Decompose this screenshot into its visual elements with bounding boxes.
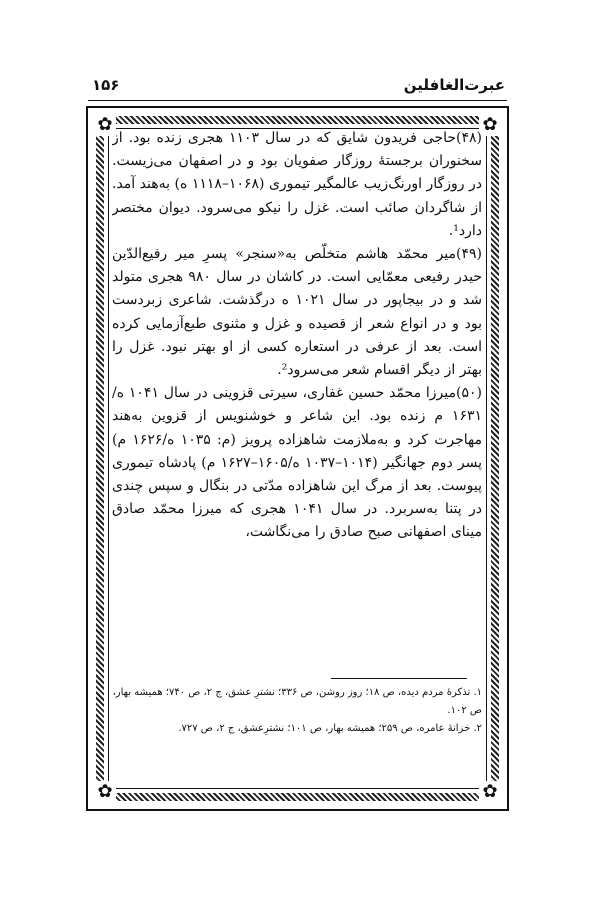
footnote-1: ۱. تذکرهٔ مردم دیده، ص ۱۸؛ روز روشن، ص ۳۳۶؛ نشترِ عشق، ج ۲، ص ۷۴۰؛ همیشه بهار، ص ۱۰۲. [112,687,482,716]
entry-49: (۴۹)میر محمّد هاشم متخلّص به«سنجر» پسرِ میر رفیع‌الدّین حیدر رفیعی معمّایی است. در کاشان در سال ۹۸۰ هجری متولد شد و در بیجاپور در سال ۱۰۲۱ ه درگذشت. شاعری زبردست بود و در انواع شعر از قصیده و غزل و مثنوی طبع‌آزمایی کرده است. بعد از عرفی در استعاره کسی از او بهتر نبود. غزل را بهتر از دیگر اقسام شعر می‌سرود². [112,246,482,379]
frame-corner-ornament-icon: ✿ [94,114,116,136]
body-text [112,127,482,632]
frame-corner-ornament-icon: ✿ [479,781,501,803]
frame-corner-ornament-icon: ✿ [94,781,116,803]
footnotes [112,684,482,738]
footnote-2: ۲. خزانهٔ عامره، ص ۲۵۹؛ همیشه بهار، ص ۱۰۱؛ نشترِعشق، ج ۲، ص ۷۲۷. [178,723,482,734]
header-rule [88,100,507,101]
entry-50: (۵۰)میرزا محمّد حسین غفاری، سیرتی قزوینی در سال ۱۰۴۱ ه/ ۱۶۳۱ م زنده بود. این شاعر و خوشنویس از قزوین به‌هند مهاجرت کرد و به‌ملازمت شاهزاده پرویز (م: ۱۰۳۵ ه/۱۶۲۶ م) پسر دوم جهانگیر (۱۰۱۴–۱۰۳۷ ه/۱۶۰۵–۱۶۲۷ م) پادشاه تیموری پیوست. بعد از مرگ این شاهزاده مدّتی در بنگال و سپس چندی در پتنا به‌سربرد. در سال ۱۰۴۱ هجری که میرزا محمّد صادق مینای اصفهانی صبح صادق را می‌نگاشت، [112,385,482,541]
footnote-rule [331,678,467,679]
entry-48: (۴۸)حاجی فریدون شایق که در سال ۱۱۰۳ هجری زنده بود. از سخنوران برجستهٔ روزگار صفویان بود و در اصفهان می‌زیست. در روزگار اورنگ‌زیب عالمگیر تیموری (۱۰۶۸–۱۱۱۸ ه) به‌هند آمد. از شاگردان صائب است. غزل را نیکو می‌سرود. دیوان مختصر دارد¹. [112,130,482,239]
header-page-number: ۱۵۶ [92,76,120,94]
frame-corner-ornament-icon: ✿ [479,114,501,136]
header-book-title: عبرت‌الغافلین [403,76,505,94]
